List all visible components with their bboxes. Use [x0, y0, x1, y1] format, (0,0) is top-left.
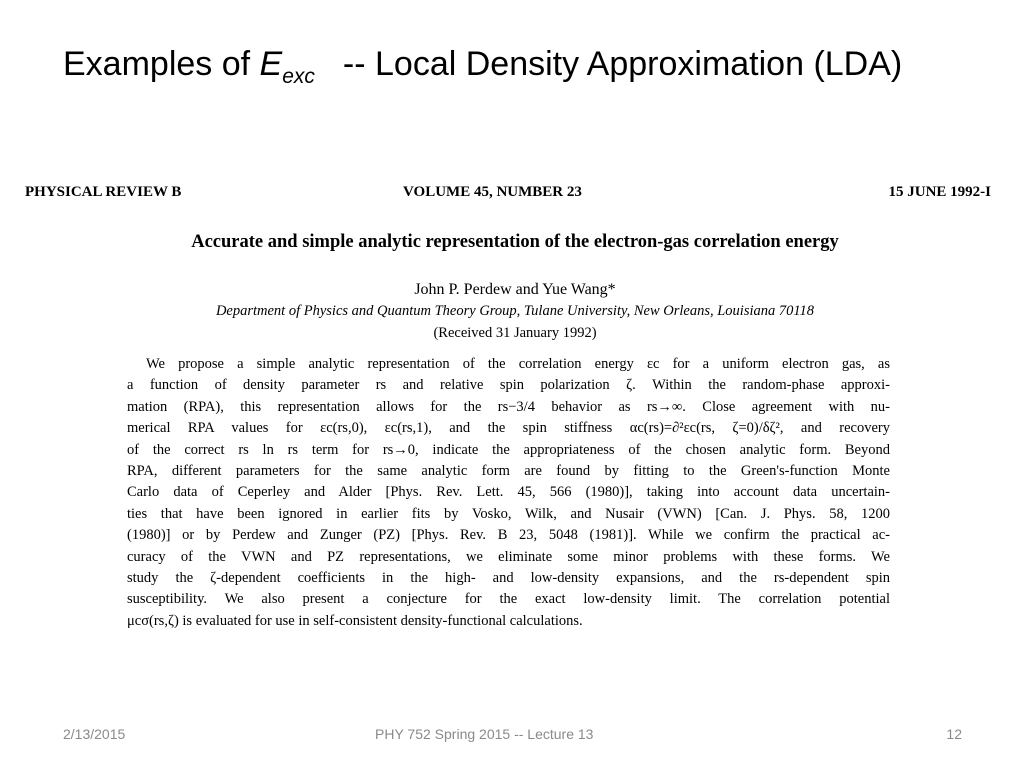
paper-affiliation: Department of Physics and Quantum Theory Group, Tulane University, New Orleans, Louisiana 70118 [215, 303, 815, 319]
title-subscript: exc [282, 65, 315, 88]
abstract-line: curacy of the VWN and PZ representations, we eliminate some minor problems with these forms. We [127, 548, 890, 565]
abstract-line: susceptibility. We also present a conjecture for the exact low-density limit. The correlation potential [127, 591, 890, 608]
abstract-line: of the correct rs ln rs term for rs→0, indicate the appropriateness of the chosen analytic form. Beyond [127, 441, 890, 458]
title-prefix: Examples of [63, 45, 260, 83]
paper-abstract [127, 354, 890, 632]
abstract-line: mation (RPA), this representation allows for the rs−3/4 behavior as rs→∞. Close agreement with nu- [127, 398, 890, 415]
abstract-line: We propose a simple analytic representation of the correlation energy εc for a uniform electron gas, as [146, 356, 890, 372]
paper-title: Accurate and simple analytic representation of the electron-gas correlation energy [191, 232, 839, 252]
paper-received: (Received 31 January 1992) [433, 325, 597, 341]
abstract-line: Carlo data of Ceperley and Alder [Phys. Rev. Lett. 45, 566 (1980)], taking into account data uncertain- [127, 484, 890, 501]
journal-date: 15 JUNE 1992-I [888, 184, 991, 200]
footer-date: 2/13/2015 [63, 726, 126, 742]
abstract-line: ties that have been ignored in earlier fits by Vosko, Wilk, and Nusair (VWN) [Can. J. Phys. 58, 1200 [127, 505, 890, 522]
abstract-line: μcσ(rs,ζ) is evaluated for use in self-consistent density-functional calculations. [127, 612, 583, 629]
title-symbol: E [259, 45, 283, 83]
abstract-line: merical RPA values for εc(rs,0), εc(rs,1), and the spin stiffness αc(rs)=∂²εc(rs, ζ=0)/δζ², and recovery [127, 420, 890, 437]
abstract-line: RPA, different parameters for the same analytic form are found by fitting to the Green's-function Monte [127, 462, 890, 479]
footer-course: PHY 752 Spring 2015 -- Lecture 13 [375, 726, 594, 742]
footer-page-number: 12 [946, 726, 962, 742]
title-suffix: -- Local Density Approximation (LDA) [342, 45, 903, 83]
abstract-line: study the ζ-dependent coefficients in the high- and low-density expansions, and the rs-dependent spin [127, 569, 890, 586]
journal-name: PHYSICAL REVIEW B [25, 184, 182, 200]
abstract-line: a function of density parameter rs and relative spin polarization ζ. Within the random-phase approxi- [127, 377, 890, 394]
abstract-line: (1980)] or by Perdew and Zunger (PZ) [Phys. Rev. B 23, 5048 (1981)]. While we confirm the practical ac- [127, 527, 890, 544]
paper-authors: John P. Perdew and Yue Wang* [414, 281, 616, 298]
journal-volume: VOLUME 45, NUMBER 23 [403, 184, 582, 200]
